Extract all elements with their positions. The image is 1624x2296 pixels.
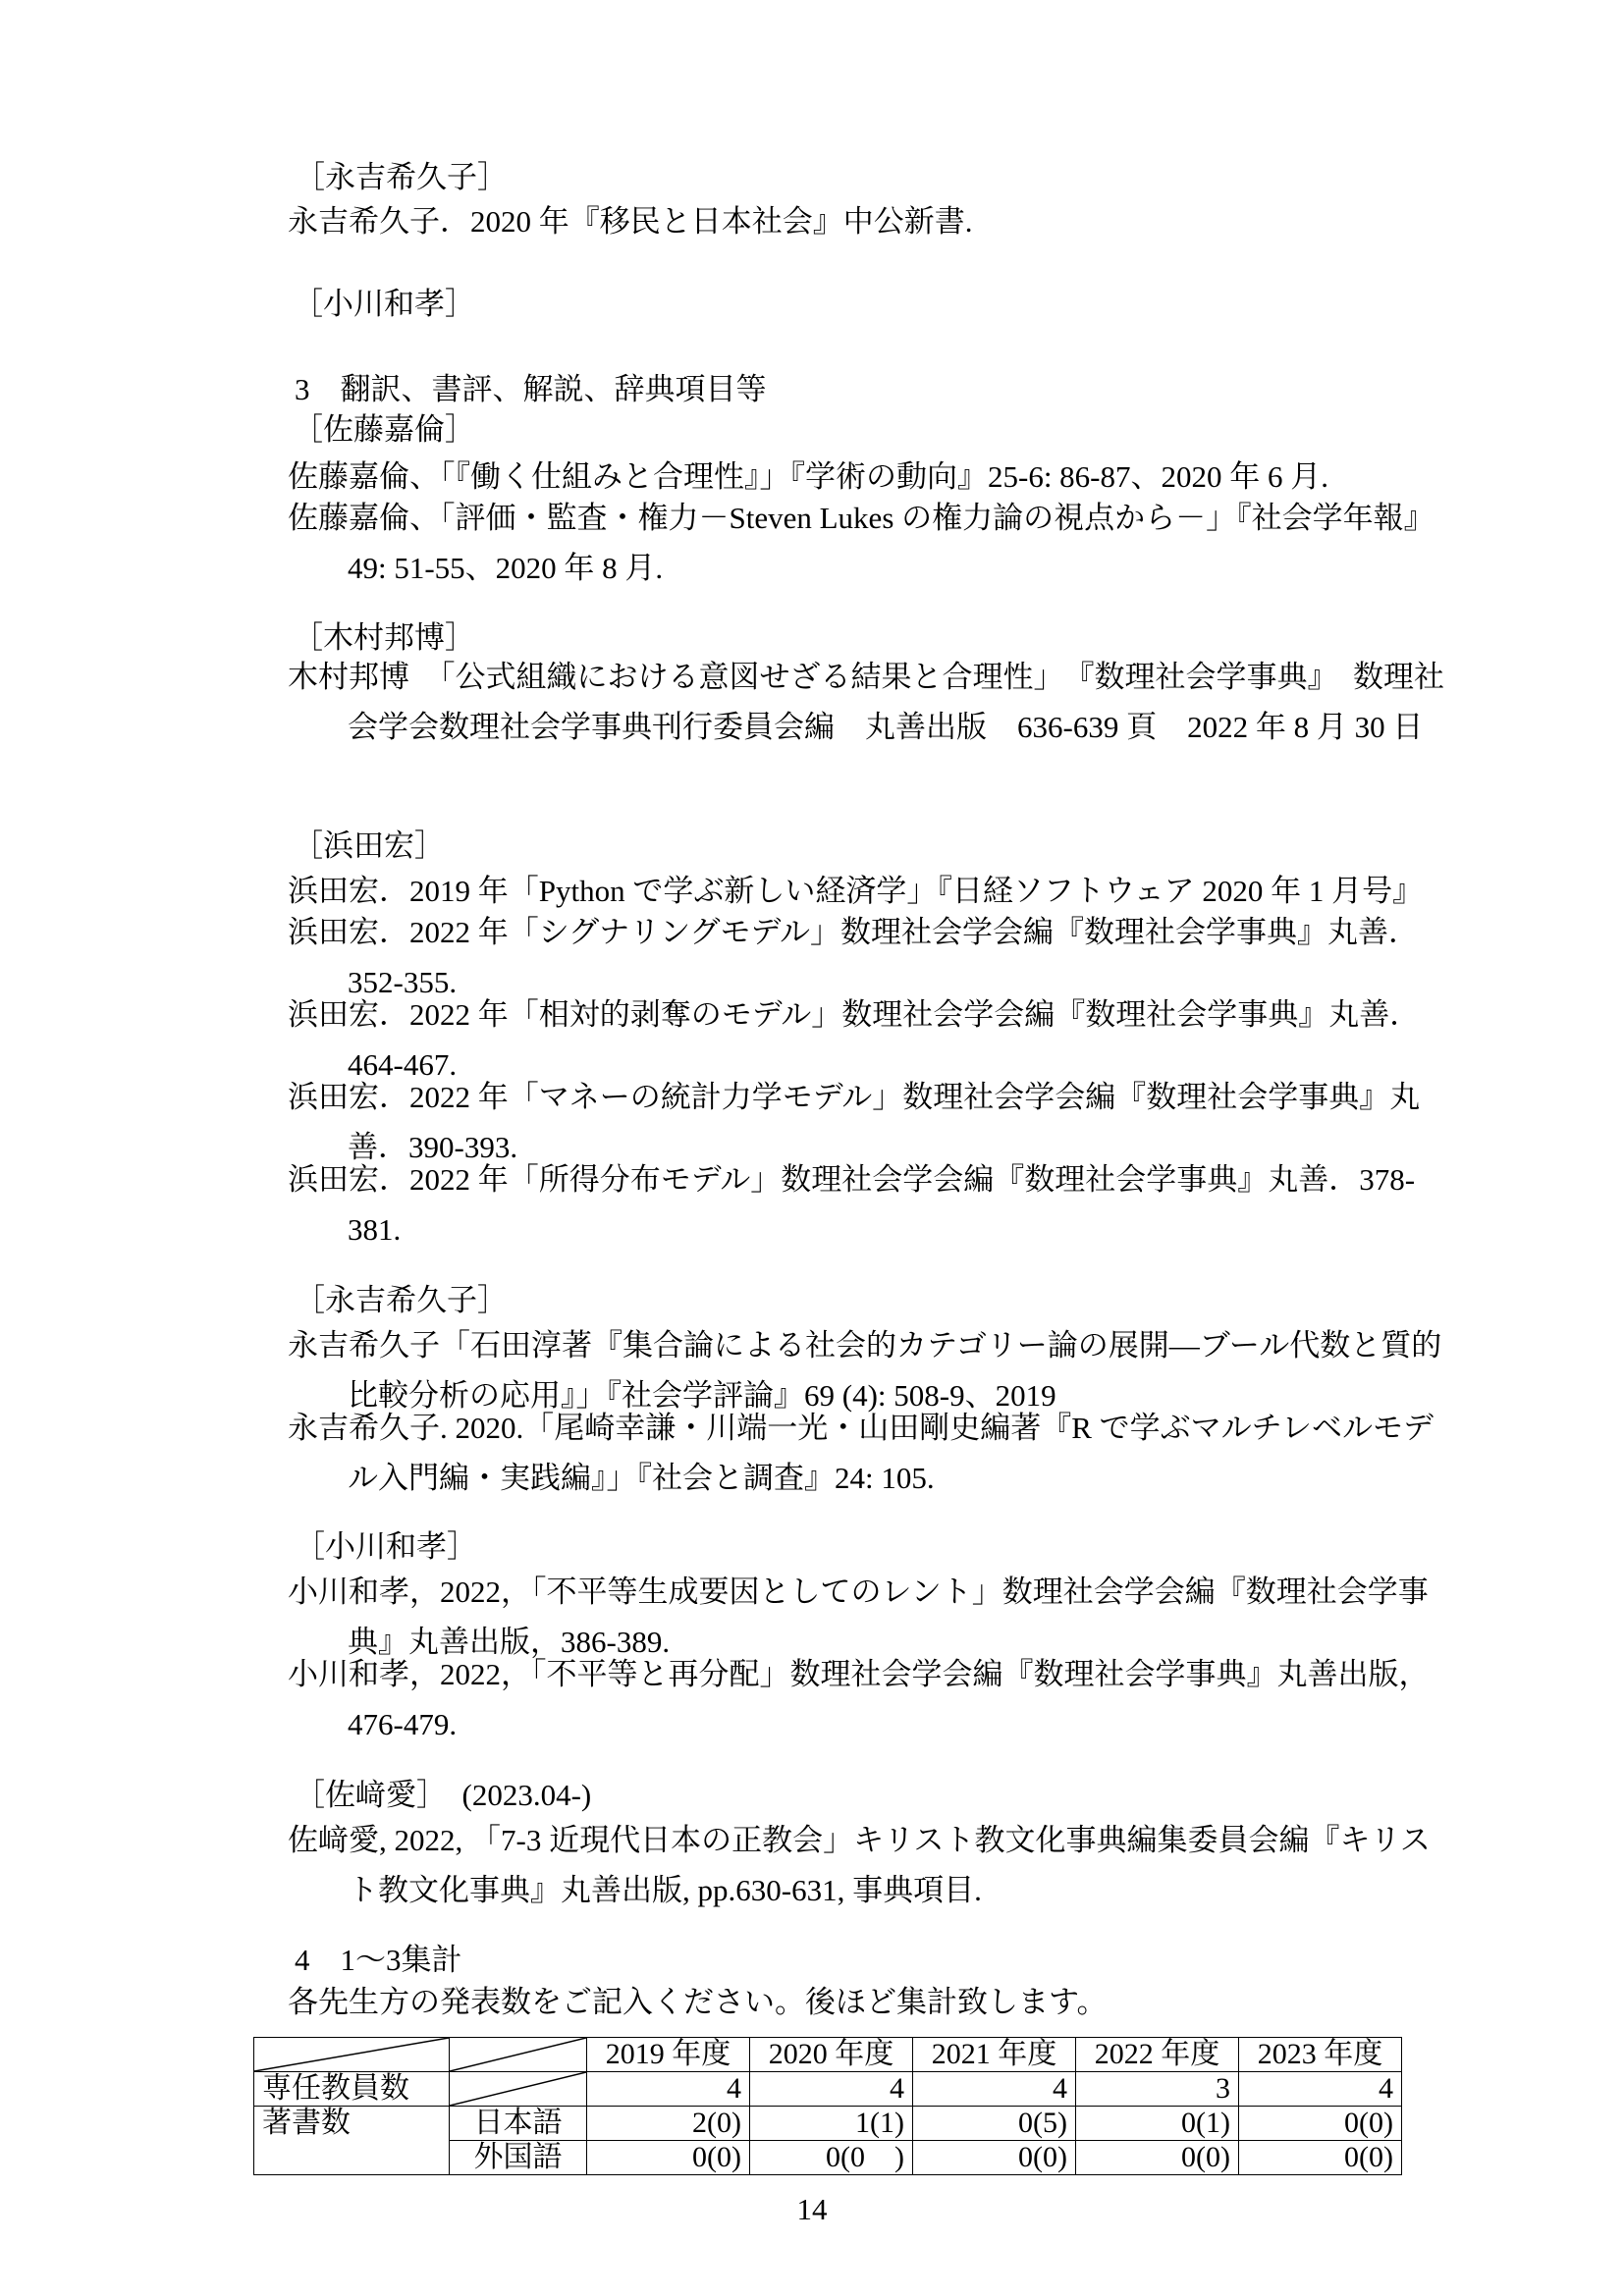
heading-ogawa-1: ［小川和孝］ <box>293 287 475 321</box>
table-cell: 0(0) <box>913 2141 1076 2175</box>
table-header-row <box>254 2038 1402 2072</box>
entry-ogawa-2-2: 小川和孝，2022，「不平等と再分配」数理社会学会編『数理社会学事典』丸善出版，476-479. <box>288 1657 1430 1741</box>
diagonal-cell <box>450 2072 587 2107</box>
foreign-label: 外国語 <box>450 2141 587 2175</box>
entry-ogawa-2-1: 小川和孝，2022，「不平等生成要因としてのレント」数理社会学会編『数理社会学事典』丸善出版，386-389. <box>288 1575 1429 1659</box>
year-header: 2021 年度 <box>913 2038 1076 2072</box>
books-label-empty <box>254 2141 450 2175</box>
heading-ogawa-2: ［小川和孝］ <box>295 1529 477 1564</box>
summary-table <box>253 2037 1402 2175</box>
table-cell: 4 <box>913 2072 1076 2107</box>
table-cell: 0(0 ) <box>750 2141 913 2175</box>
table-cell: 1(1) <box>750 2107 913 2141</box>
heading-nagayoshi-1: ［永吉希久子］ <box>295 160 508 194</box>
entry-kimura-1: 木村邦博 「公式組織における意図せざる結果と合理性」 『数理社会学事典』 数理社会学会数理社会学事典刊行委員会編 丸善出版 636-639 頁 2022 年 8 月 30 日 <box>288 660 1444 744</box>
section-4-note: 各先生方の発表数をご記入ください。後ほど集計致します。 <box>288 1985 1108 2019</box>
entry-hamada-5: 浜田宏．2022 年「所得分布モデル」数理社会学会編『数理社会学事典』丸善．378-381. <box>288 1162 1416 1247</box>
year-header: 2020 年度 <box>750 2038 913 2072</box>
year-header: 2023 年度 <box>1239 2038 1402 2072</box>
heading-nagayoshi-2: ［永吉希久子］ <box>295 1283 508 1317</box>
table-cell: 4 <box>1239 2072 1402 2107</box>
entry-nagayoshi-2-1: 永吉希久子「石田淳著『集合論による社会的カテゴリー論の展開―ブール代数と質的比較分析の応用』」『社会学評論』69 (4): 508-9、2019 <box>288 1328 1442 1413</box>
section-3-title: 3 翻訳、書評、解説、辞典項目等 <box>295 372 767 406</box>
entry-hamada-2: 浜田宏．2022 年「シグナリングモデル」数理社会学会編『数理社会学事典』丸善．352-355. <box>288 915 1419 999</box>
books-label: 著書数 <box>254 2107 450 2141</box>
entry-hamada-3: 浜田宏．2022 年「相対的剥奪のモデル」数理社会学会編『数理社会学事典』丸善．464-467. <box>288 997 1421 1082</box>
table-cell: 2(0) <box>587 2107 750 2141</box>
diagonal-cell <box>450 2038 587 2072</box>
entry-hamada-4: 浜田宏．2022 年「マネーの統計力学モデル」数理社会学会編『数理社会学事典』丸善．390-393. <box>288 1080 1421 1164</box>
table-cell: 0(0) <box>1239 2141 1402 2175</box>
japanese-label: 日本語 <box>450 2107 587 2141</box>
entry-nagayoshi-1: 永吉希久子．2020 年『移民と日本社会』中公新書. <box>288 204 973 239</box>
table-cell: 0(1) <box>1076 2107 1239 2141</box>
table-row-books-foreign <box>254 2141 1402 2175</box>
faculty-label: 専任教員数 <box>254 2072 450 2107</box>
table-cell: 4 <box>587 2072 750 2107</box>
entry-sasaki-1: 佐﨑愛, 2022, 「7-3 近現代日本の正教会」キリスト教文化事典編集委員会編『キリスト教文化事典』丸善出版, pp.630-631, 事典項目. <box>288 1823 1431 1907</box>
table-cell: 0(5) <box>913 2107 1076 2141</box>
heading-kimura: ［木村邦博］ <box>293 620 475 655</box>
table-cell: 4 <box>750 2072 913 2107</box>
table-cell: 0(0) <box>1076 2141 1239 2175</box>
entry-hamada-1: 浜田宏．2019 年「Python で学ぶ新しい経済学」『日経ソフトウェア 2020 年 1 月号』 <box>288 874 1424 908</box>
year-header: 2019 年度 <box>587 2038 750 2072</box>
diagonal-cell <box>254 2038 450 2072</box>
entry-sato-1: 佐藤嘉倫、「『働く仕組みと合理性』」『学術の動向』25-6: 86-87、2020 年 6 月. <box>288 459 1329 494</box>
entry-sato-2: 佐藤嘉倫、「評価・監査・権力－Steven Lukes の権力論の視点から－」『社会学年報』49: 51-55、2020 年 8 月. <box>288 501 1435 585</box>
heading-sasaki: ［佐﨑愛］ (2023.04-) <box>295 1778 592 1812</box>
year-header: 2022 年度 <box>1076 2038 1239 2072</box>
section-4-title: 4 1～3集計 <box>295 1943 462 1977</box>
entry-nagayoshi-2-2: 永吉希久子. 2020.「尾崎幸謙・川端一光・山田剛史編著『R で学ぶマルチレベルモデル入門編・実践編』」『社会と調査』24: 105. <box>288 1411 1435 1495</box>
page-number: 14 <box>796 2192 828 2226</box>
heading-sato: ［佐藤嘉倫］ <box>293 412 475 447</box>
table-row-faculty <box>254 2072 1402 2107</box>
table-cell: 0(0) <box>1239 2107 1402 2141</box>
table-cell: 3 <box>1076 2072 1239 2107</box>
heading-hamada: ［浜田宏］ <box>293 828 445 863</box>
table-cell: 0(0) <box>587 2141 750 2175</box>
table-row-books-japanese <box>254 2107 1402 2141</box>
